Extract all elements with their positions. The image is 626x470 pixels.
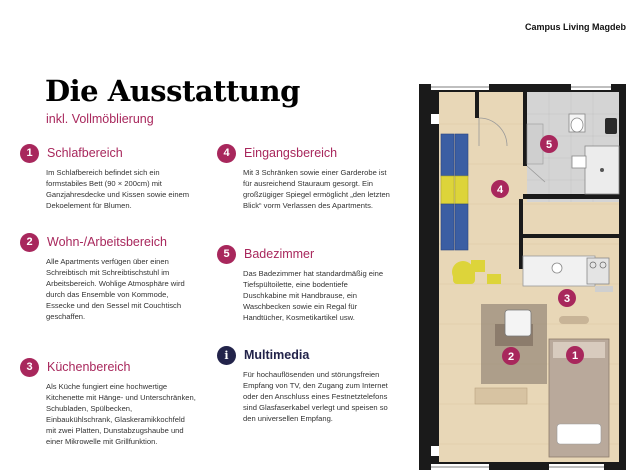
wall [523,194,619,199]
brand-name: Campus Living Magdeb [524,22,626,32]
section-title: Eingangsbereich [244,146,338,160]
section-text: Im Schlafbereich befindet sich ein formstabiles Bett (90 × 200cm) mit Ganzjahresdecke und Kissen sowie einem Dekoelement für Blumen. [46,168,190,210]
sink [552,263,562,273]
wall [523,92,527,166]
section-text: Als Küche fungiert eine hochwertige Kitchenette mit Hänge- und Unterschränken, Schubladen, Spülbecken, Einbaukühlschrank, Glaskeramikkochfeld mit zwei Platten, Dunstabzugshaube und einer Mikrowelle mit Grillfunktion. [46,382,196,446]
section-kuechenbereich [20,357,196,447]
section-text: Das Badezimmer hat standardmäßig eine Tiefspültoilette, eine bodentiefe Duschkabine mit Handbrause, ein Waschbecken sowie ein Regal für Handtücher, Kosmetikartikel usw. [243,269,384,322]
chair [505,310,531,336]
counter-item [559,316,589,324]
marker-2 [502,347,520,365]
number-badge: 2 [20,233,39,252]
svg-text:5: 5 [545,139,553,151]
floor-plan [419,84,626,470]
section-title: Schlafbereich [47,146,123,160]
number-badge: 5 [217,245,236,264]
section-multimedia [217,345,389,424]
section-title: Multimedia [244,348,310,362]
section-title: Wohn-/Arbeitsbereich [47,235,167,249]
page-subtitle: inkl. Vollmöblierung [46,112,154,126]
section-badezimmer [217,244,389,323]
page-title: Die Ausstattung [45,74,300,108]
wall [519,234,619,238]
toilet-tank [605,118,617,134]
pillow [557,424,601,444]
marker-3 [558,289,576,307]
marker-4 [491,180,509,198]
section-text: Mit 3 Schränken sowie einer Garderobe ist für ausreichend Stauraum gesorgt. Ein großzügiger Spiegel ermöglicht „den letzten Blick“ vorm Verlassen des Apartments. [243,168,390,210]
info-icon: i [217,346,236,365]
svg-text:4: 4 [496,184,504,196]
svg-text:1: 1 [571,350,579,362]
svg-text:3: 3 [563,293,571,305]
marker-5 [540,135,558,153]
number-badge: 4 [217,144,236,163]
number-badge: 3 [20,358,39,377]
section-wohn-arbeitsbereich [20,232,192,322]
sink [572,156,586,168]
section-schlafbereich [20,143,192,211]
marker-1 [566,346,584,364]
hob [587,258,609,284]
section-title: Küchenbereich [47,360,131,374]
section-text: Für hochauflösenden und störungsfreien Empfang von TV, den Zugang zum Internet oder den Anschluss eines Festnetztelefons sind Glasfaserkabel verlegt und speisen so den universellen Empfang. [243,370,388,423]
section-text: Alle Apartments verfügen über einen Schreibtisch mit Schreibtischstuhl im Arbeitsbereich. Wohlige Atmosphäre wird durch das Ensemble von Kommode, Essecke und den Sessel mit Couchtisch geschaffen. [46,257,185,321]
section-title: Badezimmer [244,247,315,261]
section-eingangsbereich [217,143,389,211]
svg-text:2: 2 [507,351,515,363]
number-badge: 1 [20,144,39,163]
